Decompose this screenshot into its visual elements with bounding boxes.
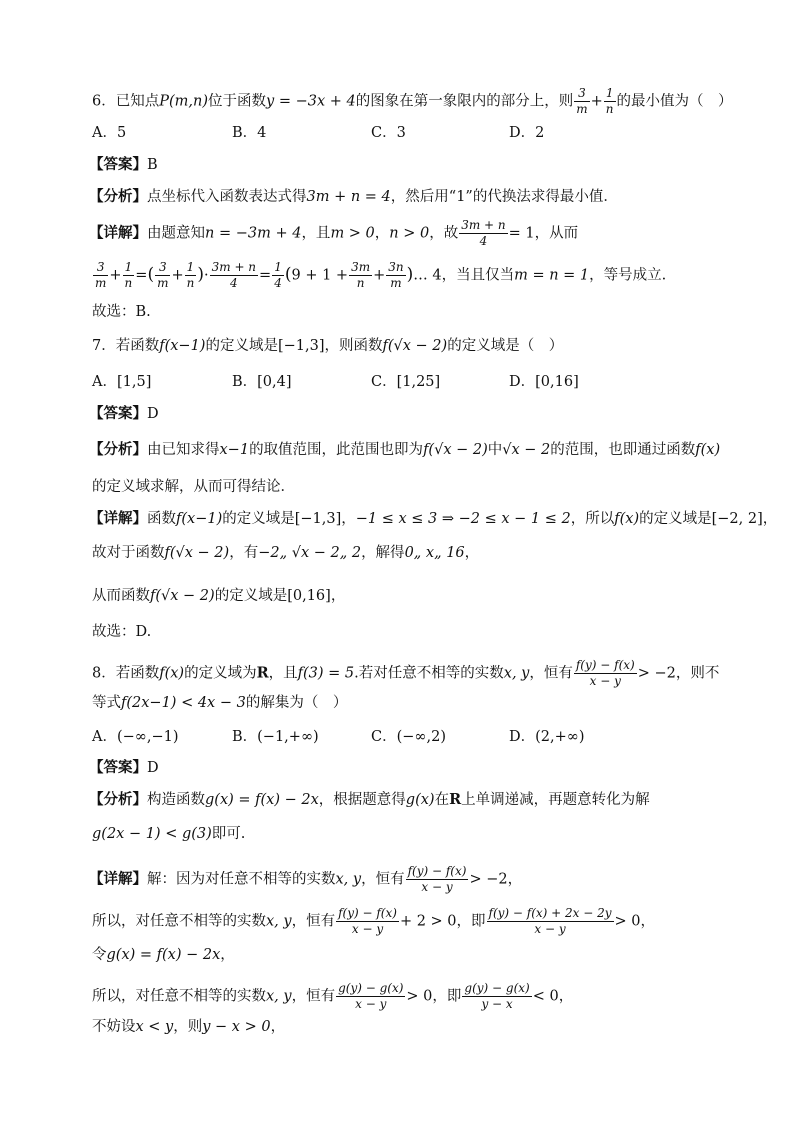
math: [0,16] [287, 588, 331, 604]
answer-label: 【答案】 [89, 760, 147, 776]
q8-stem: 8．若函数f(x)的定义域为R，且f(3) = 5.若对任意不相等的实数x, y，恒有 $\frac{f(y) - f(x)}{x - y}$ > −2，则不 [92, 658, 720, 688]
detail-label: 【详解】 [89, 511, 147, 527]
fraction: $\frac{3}{m}$ [95, 260, 107, 290]
option-c: C．3 [371, 125, 406, 141]
option-a: A．[1,5] [92, 374, 152, 390]
math: P(m,n) [159, 93, 209, 110]
math: 3m + n = 4 [306, 189, 391, 205]
text: ，所以 [570, 511, 615, 527]
option-b: B．4 [232, 125, 267, 141]
text: 6．已知点 [92, 93, 160, 110]
text: ， [330, 588, 346, 604]
q8-detail-line3 [92, 945, 235, 965]
math: y = −3x + 4 [266, 93, 356, 110]
q7-analysis [89, 440, 720, 460]
option-d: D．(2,+∞) [509, 729, 585, 745]
text: ，恒有 [291, 988, 336, 1005]
option-c: C．(−∞,2) [371, 729, 446, 745]
fraction: $\frac{3n}{m}$ [388, 260, 404, 290]
answer-label: 【答案】 [89, 406, 147, 422]
q8-stem-cont [92, 693, 347, 713]
text: 构造函数 [147, 792, 205, 808]
q6-detail-line2: $\frac{3}{m}$ + $\frac{1}{n}$ =( $\frac{3}{m}$ + $\frac{1}{n}$ )· $\frac{3m + n}{4}$ = $\frac{1}{4}$ (9 + 1 + $\frac{3m}{n}$ + $\frac{3n}{m}$ )… 4，当且仅当m = n = 1，等号成立. [95, 260, 667, 290]
text: ，恒有 [291, 913, 336, 930]
q6-detail [89, 218, 578, 249]
q6-conclusion: 故选：B. [92, 304, 151, 320]
option-c: C．[1,25] [371, 374, 441, 390]
math: √x − 2 [502, 442, 551, 458]
text: 的取值范围，此范围也即为 [249, 442, 424, 458]
text: ，根据题意得 [318, 792, 406, 808]
math: f(√x − 2) [382, 338, 448, 354]
q8-detail-line5 [92, 1017, 285, 1037]
text: ， [374, 225, 390, 242]
text: 的最小值为（ ） [616, 93, 733, 110]
text: ，且 [301, 225, 331, 242]
text: ，则不 [675, 665, 720, 682]
text: 中 [487, 442, 503, 458]
text: 位于函数 [208, 93, 267, 110]
math: f(x−1) [176, 511, 223, 527]
text: ，则函数 [324, 338, 383, 354]
fraction: $\frac{1}{n}$ [124, 260, 133, 290]
math: x, y [266, 913, 292, 930]
text: 等式 [92, 695, 121, 711]
text: 所以，对任意不相等的实数 [92, 913, 266, 930]
text: 的定义域是 [214, 588, 288, 604]
text: 的定义域是（ ） [447, 338, 564, 354]
q6-analysis [89, 187, 618, 207]
q8-analysis [89, 790, 650, 810]
math: f(√x − 2) [423, 442, 488, 458]
text: ，解得 [361, 545, 405, 561]
math: R [449, 791, 462, 808]
math: −1 ≤ x ≤ 3 ⇒ −2 ≤ x − 1 ≤ 2 [355, 511, 571, 527]
math: y − x > 0 [202, 1019, 271, 1035]
math: g(x) [405, 792, 435, 808]
text: 在 [434, 792, 450, 808]
math: f(x−1) [159, 338, 206, 354]
q6-stem [92, 86, 733, 117]
option-b: B．(−1,+∞) [232, 729, 319, 745]
answer-label: 【答案】 [89, 157, 147, 173]
math: [−2, 2] [711, 511, 763, 527]
text: ， [507, 871, 523, 888]
fraction: $\frac{f(y) - f(x)}{x - y}$ [575, 658, 635, 688]
text: ，故 [429, 225, 459, 242]
text: ，等号成立. [589, 267, 667, 284]
q7-detail-line3 [92, 586, 345, 606]
q7-stem [92, 336, 563, 356]
math: + [590, 93, 603, 110]
text: ， [640, 913, 656, 930]
fraction: $\frac{3m + n}{4}$ [211, 260, 257, 290]
math: [−1,3] [277, 338, 325, 354]
math: m > 0 [330, 225, 375, 242]
text: ， [270, 1019, 286, 1035]
math: x, y [503, 665, 530, 682]
text: 的范围，也即通过函数 [550, 442, 696, 458]
fraction: $\frac{1}{n}$ [605, 86, 614, 116]
fraction: $\frac{g(y) - g(x)}{y - x}$ [464, 981, 530, 1011]
text: ，则 [173, 1019, 203, 1035]
fraction: $\frac{3}{m}$ [157, 260, 169, 290]
text: 的解集为（ ） [245, 695, 348, 711]
text: 令 [92, 947, 107, 963]
answer-value: D [147, 760, 159, 776]
answer-value: B [147, 157, 158, 173]
text: 上单调递减，再题意转化为解 [461, 792, 650, 808]
option-b: B．[0,4] [232, 374, 292, 390]
option-d: D．[0,16] [509, 374, 579, 390]
fraction: $\frac{f(y) - f(x)}{x - y}$ [338, 906, 397, 936]
text: ，即 [456, 913, 486, 930]
math: n > 0 [389, 225, 430, 242]
text: 的图象在第一象限内的部分上，则 [355, 93, 574, 110]
text: 的定义域为 [184, 665, 257, 682]
text: 函数 [147, 511, 176, 527]
text: .若对任意不相等的实数 [354, 665, 504, 682]
q7-conclusion: 故选：D. [92, 624, 152, 640]
text: 故对于函数 [92, 545, 165, 561]
math: g(x) = f(x) − 2x [205, 792, 319, 808]
math: −2„ √x − 2„ 2 [258, 545, 362, 561]
math: f(√x − 2) [150, 588, 215, 604]
fraction: $\frac{f(y) - f(x) + 2x - 2y}{x - y}$ [488, 906, 612, 936]
text: ，当且仅当 [441, 267, 515, 284]
text: = 1，从而 [508, 225, 579, 242]
fraction: $\frac{3}{m}$ [576, 86, 588, 116]
math: f(√x − 2) [164, 545, 230, 561]
math: f(2x−1) < 4x − 3 [121, 695, 246, 711]
math: f(x) [159, 665, 185, 682]
text: ， [341, 511, 356, 527]
text: ，有 [229, 545, 259, 561]
math: x < y [135, 1019, 174, 1035]
text: ， [558, 988, 574, 1005]
text: 从而函数 [92, 588, 150, 604]
math: R [256, 664, 269, 682]
math: m = n = 1 [514, 267, 590, 284]
math: n = −3m + 4 [205, 225, 302, 242]
math: x−1 [219, 442, 250, 458]
math: x, y [266, 988, 292, 1005]
text: ， [220, 947, 235, 963]
text: 点坐标代入函数表达式得 [147, 189, 307, 205]
text: ，且 [268, 665, 298, 682]
option-d: D．2 [509, 125, 545, 141]
text: 即可. [211, 826, 246, 842]
q8-answer [89, 758, 159, 778]
text: 的定义域是 [639, 511, 712, 527]
q7-answer [89, 404, 159, 424]
text: 8．若函数 [92, 665, 160, 682]
analysis-label: 【分析】 [89, 189, 147, 205]
text: ，然后用“1”的代换法求得最小值． [390, 189, 618, 205]
text: 的定义域是 [222, 511, 295, 527]
text: 7．若函数 [92, 338, 160, 354]
math: 0„ x„ 16 [404, 545, 465, 561]
math: g(2x − 1) < g(3) [92, 826, 212, 842]
q8-detail-line4: 所以，对任意不相等的实数x, y，恒有 $\frac{g(y) - g(x)}{x - y}$ > 0，即 $\frac{g(y) - g(x)}{y - x}$ < 0， [92, 981, 574, 1011]
math: f(3) = 5 [297, 665, 355, 682]
option-a: A．(−∞,−1) [92, 729, 179, 745]
text: 由题意知 [147, 225, 205, 242]
text: ，恒有 [529, 665, 573, 682]
answer-value: D [147, 406, 159, 422]
math: g(x) = f(x) − 2x [106, 947, 221, 963]
fraction: $\frac{1}{n}$ [186, 260, 195, 290]
q8-detail: 【详解】解：因为对任意不相等的实数x, y，恒有 $\frac{f(y) - f(x)}{x - y}$ > −2， [89, 864, 523, 894]
q7-analysis-cont: 的定义域求解，从而可得结论． [92, 479, 295, 495]
q8-detail-line2: 所以，对任意不相等的实数x, y，恒有 $\frac{f(y) - f(x)}{x - y}$ + 2 > 0，即 $\frac{f(y) - f(x) + 2x - 2y}{x - y}$ > 0， [92, 906, 656, 936]
math: [−1,3] [294, 511, 342, 527]
fraction: $\frac{f(y) - f(x)}{x - y}$ [407, 864, 467, 894]
math: f(x) [614, 511, 640, 527]
text: 的定义域是 [205, 338, 278, 354]
q6-answer [89, 155, 158, 175]
q8-analysis-cont [92, 824, 245, 844]
text: ，恒有 [361, 871, 405, 888]
analysis-label: 【分析】 [89, 792, 147, 808]
fraction: $\frac{g(y) - g(x)}{x - y}$ [338, 981, 404, 1011]
fraction: $\frac{1}{4}$ [274, 260, 282, 290]
analysis-label: 【分析】 [89, 442, 147, 458]
option-a: A．5 [92, 125, 127, 141]
q7-detail [89, 509, 777, 529]
fraction: $\frac{3m + n}{4}$ [461, 218, 506, 248]
text: 所以，对任意不相等的实数 [92, 988, 266, 1005]
q7-detail-line2 [92, 543, 479, 563]
text: 不妨设 [92, 1019, 136, 1035]
math: f(x) [695, 442, 721, 458]
fraction: $\frac{3m}{n}$ [351, 260, 371, 290]
text: ， [464, 545, 480, 561]
text: ， [762, 511, 778, 527]
detail-label: 【详解】 [89, 871, 147, 888]
text: 解：因为对任意不相等的实数 [147, 871, 336, 888]
text: 由已知求得 [147, 442, 220, 458]
math: x, y [335, 871, 362, 888]
detail-label: 【详解】 [89, 225, 147, 242]
text: ，即 [432, 988, 462, 1005]
